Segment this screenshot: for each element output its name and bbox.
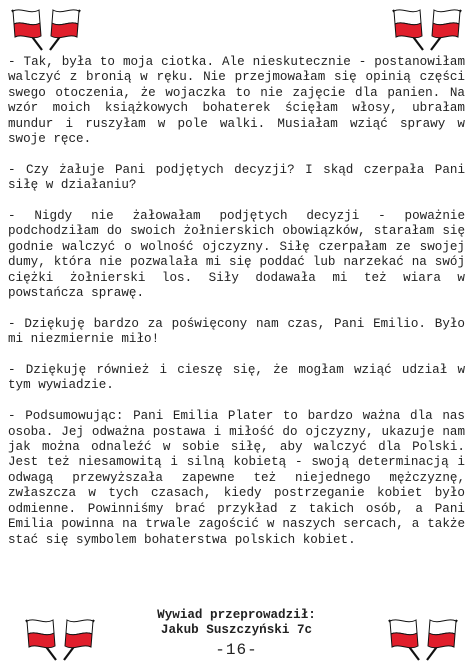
author-credit-line2: Jakub Suszczyński 7c xyxy=(160,623,313,638)
paragraph: - Dziękuję również i cieszę się, że mogłam wziąć udział w tym wywiadzie. xyxy=(8,363,465,393)
paragraph: - Dziękuję bardzo za poświęcony nam czas, Pani Emilio. Było mi niezmiernie miło! xyxy=(8,316,465,347)
page-number: -16- xyxy=(215,641,258,659)
polish-flags-icon xyxy=(383,614,463,662)
interview-text xyxy=(8,55,465,548)
polish-flags-icon xyxy=(20,614,100,662)
paragraph: - Tak, była to moja ciotka. Ale nieskutecznie - postanowiłam walczyć z bronią w ręku. Nie przejmowałam się opinią części swego otoczenia, że wojaczka to nie zajęcie dla panien. Na wzór moich książkowych bohaterek ścięłam włosy, ubrałam mundur i ruszyłam w pole walki. Musiałam wziąć sprawy w swoje ręce. xyxy=(8,55,465,147)
polish-flags-icon xyxy=(6,4,86,52)
paragraph: - Nigdy nie żałowałam podjętych decyzji - poważnie podchodziłam do swoich żołnierskich obowiązków, starałam się godnie walczyć o wolność ojczyzny. Siłę czerpałam ze swojej dumy, która nie pozwalała mi się poddać lub narzekać na swój ciężki żołnierski los. Siły dodawała mi też wiara w powstańcza sprawę. xyxy=(8,209,465,301)
paragraph: - Czy żałuje Pani podjętych decyzji? I skąd czerpała Pani siłę w działaniu? xyxy=(8,162,465,193)
author-credit-line1: Wywiad przeprowadził: xyxy=(157,608,316,622)
polish-flags-icon xyxy=(387,4,467,52)
paragraph: - Podsumowując: Pani Emilia Plater to bardzo ważna dla nas osoba. Jej odważna postawa i miłość do ojczyzny, ukazuje nam jak można odnaleźć w sobie siłę, aby walczyć dla Polski. Jest też niesamowitą i silną kobietą - swoją determinacją i odwagą przewyższała zapewne też niejednego mężczyznę, zwłaszcza w tych czasach, kiedy postrzeganie kobiet było odmienne. Powinniśmy brać przykład z takich osób, a Pani Emilia powinna na trwale zagościć w naszych sercach, a także stać się symbolem bohaterstwa polskich kobiet. xyxy=(8,409,465,547)
